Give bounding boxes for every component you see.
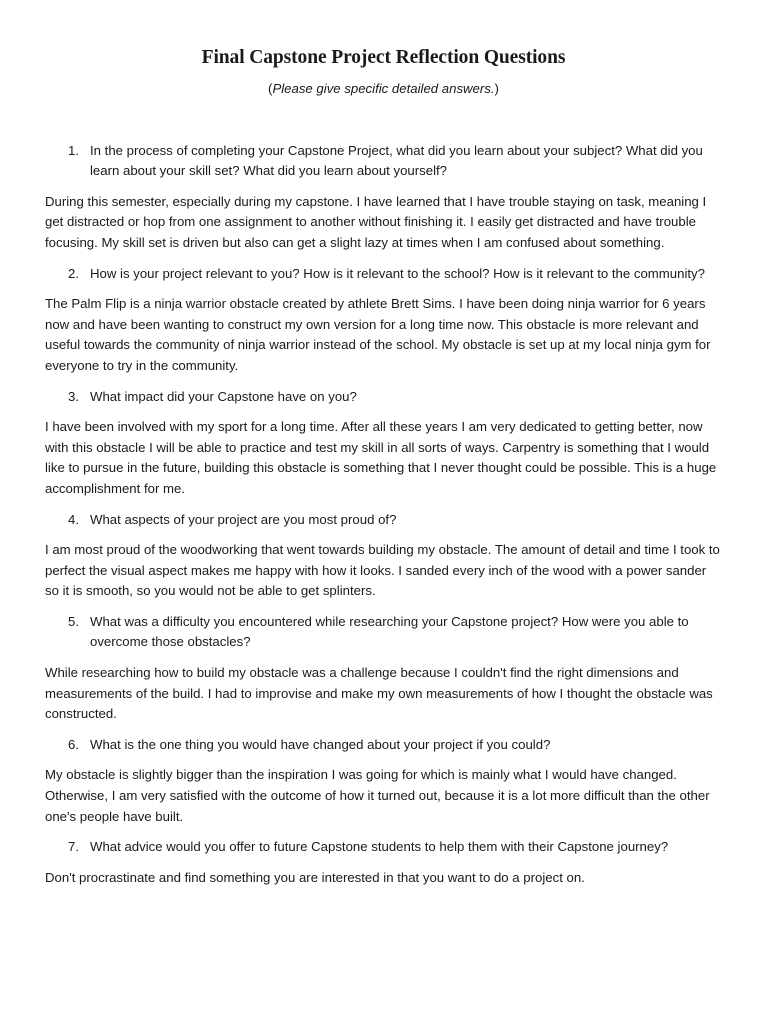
question-text: What impact did your Capstone have on you? [90, 388, 357, 404]
qa-block-4 [45, 510, 722, 602]
document-subtitle [45, 79, 722, 100]
question-number: 3. [68, 388, 79, 404]
question-text: What advice would you offer to future Capstone students to help them with their Capstone journey? [90, 839, 669, 855]
subtitle-open-paren: ( [268, 81, 273, 96]
question-text: How is your project relevant to you? How is it relevant to the school? How is it relevant to the community? [90, 265, 705, 281]
question-2 [45, 264, 722, 285]
qa-block-5 [45, 612, 722, 725]
question-number: 6. [68, 736, 79, 752]
qa-list [45, 141, 722, 889]
question-number: 1. [68, 142, 79, 158]
question-number: 7. [68, 839, 79, 855]
question-3 [45, 387, 722, 408]
subtitle-instruction: Please give specific detailed answers. [272, 81, 495, 96]
question-text: What aspects of your project are you most proud of? [90, 511, 397, 527]
answer-5: While researching how to build my obstacle was a challenge because I couldn't find the right dimensions and measurements of the build. I had to improvise and make my own measurements of how I thought the obstacle was constructed. [45, 665, 713, 722]
qa-block-6 [45, 735, 722, 827]
qa-block-3 [45, 387, 722, 500]
answer-6: My obstacle is slightly bigger than the inspiration I was going for which is mainly what I would have changed. Otherwise, I am very satisfied with the outcome of how it turned out, because it is a lot more difficult than the other one's people have built. [45, 767, 710, 824]
answer-2: The Palm Flip is a ninja warrior obstacle created by athlete Brett Sims. I have been doing ninja warrior for 6 years now and have been wanting to construct my own version for a long time now. This obstacle is more relevant and useful towards the community of ninja warrior instead of the school. My obstacle is set up at my local ninja gym for everyone to try in the community. [45, 296, 711, 373]
answer-4: I am most proud of the woodworking that went towards building my obstacle. The amount of detail and time I took to perfect the visual aspect makes me happy with how it looks. I sanded every inch of the wood with a power sander so it is smooth, so you would not be able to get splinters. [45, 542, 720, 599]
question-1 [45, 141, 722, 182]
answer-7: Don't procrastinate and find something you are interested in that you want to do a project on. [45, 869, 585, 885]
qa-block-1 [45, 141, 722, 254]
question-number: 5. [68, 613, 79, 629]
question-7 [45, 837, 722, 858]
question-number: 4. [68, 511, 79, 527]
question-text: What was a difficulty you encountered while researching your Capstone project? How were you able to overcome those obstacles? [90, 613, 689, 650]
qa-block-7 [45, 837, 722, 888]
document-title: Final Capstone Project Reflection Questions [201, 47, 566, 68]
question-text: What is the one thing you would have changed about your project if you could? [90, 736, 551, 752]
subtitle-close-paren: ) [494, 81, 499, 96]
question-number: 2. [68, 265, 79, 281]
question-4 [45, 510, 722, 531]
question-text: In the process of completing your Capstone Project, what did you learn about your subject? What did you learn about your skill set? What did you learn about yourself? [90, 142, 703, 179]
qa-block-2 [45, 264, 722, 377]
answer-3: I have been involved with my sport for a long time. After all these years I am very dedicated to getting better, now with this obstacle I will be able to practice and test my skill in all sorts of ways. Carpentry is something that I would like to pursue in the future, building this obstacle is something that I never thought could be possible. This is a huge accomplishment for me. [45, 419, 717, 496]
question-6 [45, 735, 722, 756]
question-5 [45, 612, 722, 653]
answer-1: During this semester, especially during my capstone. I have learned that I have trouble staying on task, meaning I get distracted or hop from one assignment to another without finishing it. I easily get distracted and have trouble focusing. My skill set is driven but also can get a slight lazy at times when I am confused about something. [45, 193, 707, 250]
